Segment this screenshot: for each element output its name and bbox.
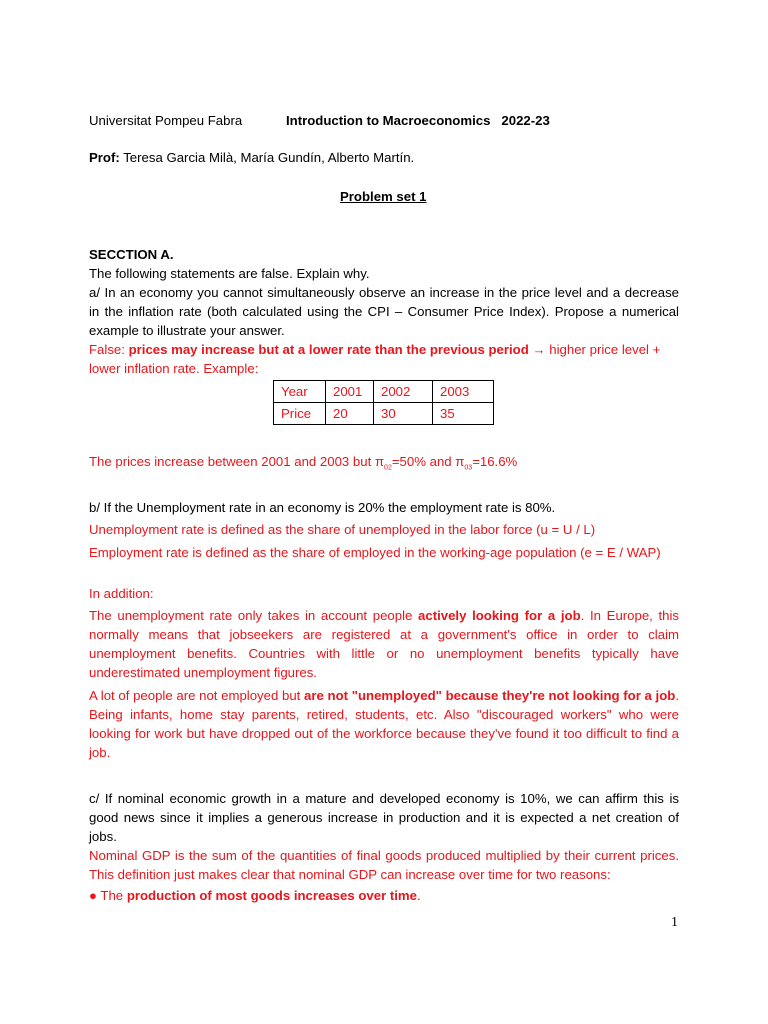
p2-text: A lot of people are not employed but xyxy=(89,688,301,703)
in-addition-label: In addition: xyxy=(89,586,154,601)
pi-subscript: 02 xyxy=(384,464,392,472)
question-b: b/ If the Unemployment rate in an economy is 20% the employment rate is 80%. xyxy=(89,500,556,515)
question-a: a/ In an economy you cannot simultaneously observe an increase in the price level and a decrease in the inflation rate (both calculated using the CPI – Consumer Price Index). Propose a numerical example to illustrate your answer. xyxy=(89,285,679,338)
table-row xyxy=(274,381,494,403)
table-cell: Price xyxy=(274,403,326,425)
table-cell: 2002 xyxy=(374,381,433,403)
bullet-end: . xyxy=(417,888,421,903)
bullet-bold: production of most goods increases over time xyxy=(126,888,417,903)
answer-a-bold: prices may increase but at a lower rate than the previous period xyxy=(128,342,529,357)
p2-rest: . Being infants, home stay parents, retired, students, etc. Also "discouraged workers" who were looking for work but have dropped out of the workforce because they've found it too difficult to find a job. xyxy=(89,688,679,760)
conclusion-text: The prices increase between 2001 and 2003 but xyxy=(89,454,372,469)
question-c: c/ If nominal economic growth in a mature and developed economy is 10%, we can affirm this is good news since it implies a generous increase in production and it is expected a net creation of jobs. xyxy=(89,791,679,844)
table-cell: 2003 xyxy=(433,381,494,403)
answer-b-def2: Employment rate is defined as the share of employed in the working-age population (e = E / WAP) xyxy=(89,545,661,560)
false-label: False: xyxy=(89,342,125,357)
bullet-text: The xyxy=(100,888,124,903)
answer-c: Nominal GDP is the sum of the quantities of final goods produced multiplied by their current prices. This definition just makes clear that nominal GDP can increase over time for two reasons: xyxy=(89,848,679,882)
p1-rest: . In Europe, this normally means that jobseekers are registered at a government's office in order to claim unemployment benefits. Countries with little or no unemployment benefits typically have underestimated unemployment figures. xyxy=(89,608,680,680)
table-row xyxy=(274,403,494,425)
table-cell: 30 xyxy=(374,403,433,425)
answer-b-paragraph1 xyxy=(89,606,679,682)
page-number: 1 xyxy=(671,915,678,930)
pi-subscript: 03 xyxy=(464,464,473,472)
table-cell: 20 xyxy=(326,403,374,425)
course-name: Introduction to Macroeconomics xyxy=(286,113,491,128)
section-heading: SECCTION A. xyxy=(89,247,174,262)
bullet-item xyxy=(89,886,421,905)
pi-value: =50% and xyxy=(391,454,452,469)
pi-value: =16.6% xyxy=(472,454,518,469)
answer-a-conclusion xyxy=(89,452,517,478)
table-cell: 2001 xyxy=(326,381,374,403)
prof-names: Teresa Garcia Milà, María Gundín, Alberto Martín. xyxy=(123,150,415,165)
answer-a-line2: lower inflation rate. Example: xyxy=(89,361,259,376)
course-title xyxy=(286,113,550,128)
answer-b-paragraph2 xyxy=(89,686,679,762)
bullet-icon: ● xyxy=(89,888,97,903)
answer-a-rest: higher price level + xyxy=(549,342,661,357)
pi-symbol: π xyxy=(455,454,465,469)
price-table xyxy=(273,380,494,425)
university-name: Universitat Pompeu Fabra xyxy=(89,113,243,128)
p1-text: The unemployment rate only takes in account people xyxy=(89,608,413,623)
professors-line xyxy=(89,150,414,165)
course-year: 2022-23 xyxy=(501,113,550,128)
p2-bold: are not "unemployed" because they're not looking for a job xyxy=(304,688,676,703)
answer-b-def1: Unemployment rate is defined as the share of unemployed in the labor force (u = U / L) xyxy=(89,522,596,537)
section-intro: The following statements are false. Explain why. xyxy=(89,266,370,281)
document-title: Problem set 1 xyxy=(340,189,427,204)
table-cell: 35 xyxy=(433,403,494,425)
answer-a-line1 xyxy=(89,340,660,359)
table-cell: Year xyxy=(274,381,326,403)
arrow-icon: → xyxy=(532,342,546,357)
prof-label: Prof: xyxy=(89,150,120,165)
pi-symbol: π xyxy=(374,454,385,469)
p1-bold: actively looking for a job xyxy=(418,608,581,623)
